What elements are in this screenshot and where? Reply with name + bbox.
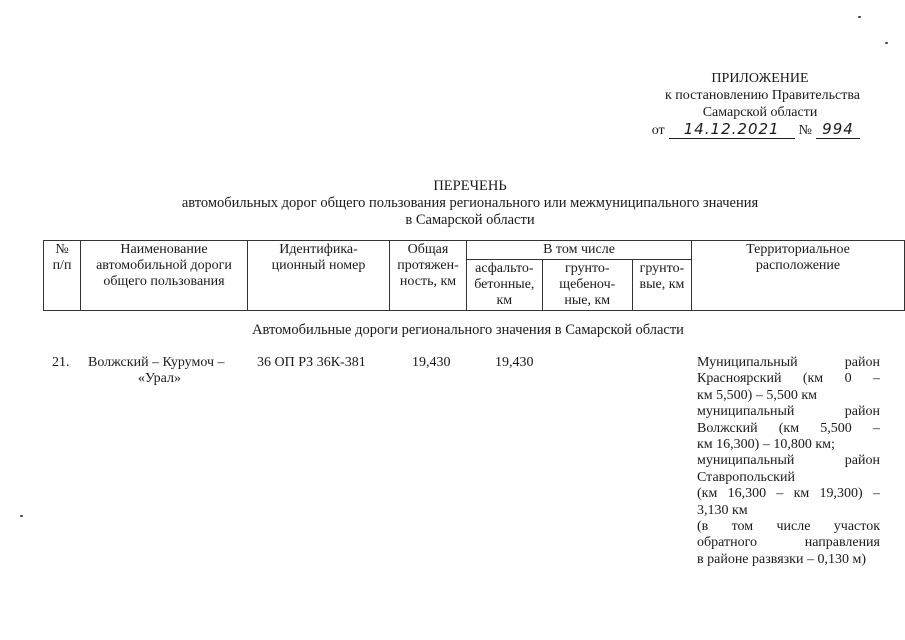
section-title: Автомобильные дороги регионального значения в Самарской области — [252, 322, 684, 338]
appendix-line1: к постановлению Правительства — [664, 88, 860, 103]
list-heading: ПЕРЕЧЕНЬ — [433, 178, 507, 194]
header-id: Идентифика- ционный номер — [248, 241, 390, 311]
scan-speck — [858, 16, 861, 18]
appendix-block — [620, 70, 860, 139]
date-prefix: от — [651, 123, 665, 138]
row-num: 21. — [52, 355, 70, 370]
header-dirt: грунто- вые, км — [632, 260, 691, 311]
handwritten-date: 14.12.2021 — [669, 121, 795, 139]
header-length: Общая протяжен- ность, км — [390, 241, 467, 311]
table-header — [43, 240, 905, 311]
list-subtitle-2: в Самарской области — [405, 212, 535, 228]
header-name: Наименование автомобильной дороги общего пользования — [81, 241, 248, 311]
header-gravel: грунто- щебеноч- ные, км — [542, 260, 632, 311]
header-territory: Территориальное расположение — [692, 241, 905, 311]
header-num: № п/п — [44, 241, 81, 311]
row-asphalt: 19,430 — [495, 355, 534, 370]
handwritten-number: 994 — [816, 121, 860, 139]
number-prefix: № — [798, 123, 812, 138]
scan-speck — [20, 515, 23, 517]
header-asphalt: асфальто- бетонные, км — [467, 260, 543, 311]
list-subtitle-1: автомобильных дорог общего пользования регионального или межмуниципального значения — [181, 195, 759, 211]
appendix-title: ПРИЛОЖЕНИЕ — [711, 71, 809, 86]
row-territory: Муниципальный район Красноярский (км 0 – км 5,500) – 5,500 км муниципальный район Волжский (км 5,500 – км 16,300) – 10,800 км; муниципальный район Ставропольский (км 16,300 – км 19,300) – 3,130 км (в том числе участок обратного направления в районе развязки – 0,130 м) — [697, 355, 880, 567]
scan-speck — [885, 42, 888, 44]
header-group: В том числе — [467, 241, 692, 260]
appendix-date-line — [620, 121, 860, 139]
row-length: 19,430 — [412, 355, 451, 370]
appendix-line2: Самарской области — [702, 105, 818, 120]
row-id: 36 ОП РЗ 36К-381 — [257, 355, 366, 370]
row-name: Волжский – Курумоч – «Урал» — [88, 355, 225, 387]
